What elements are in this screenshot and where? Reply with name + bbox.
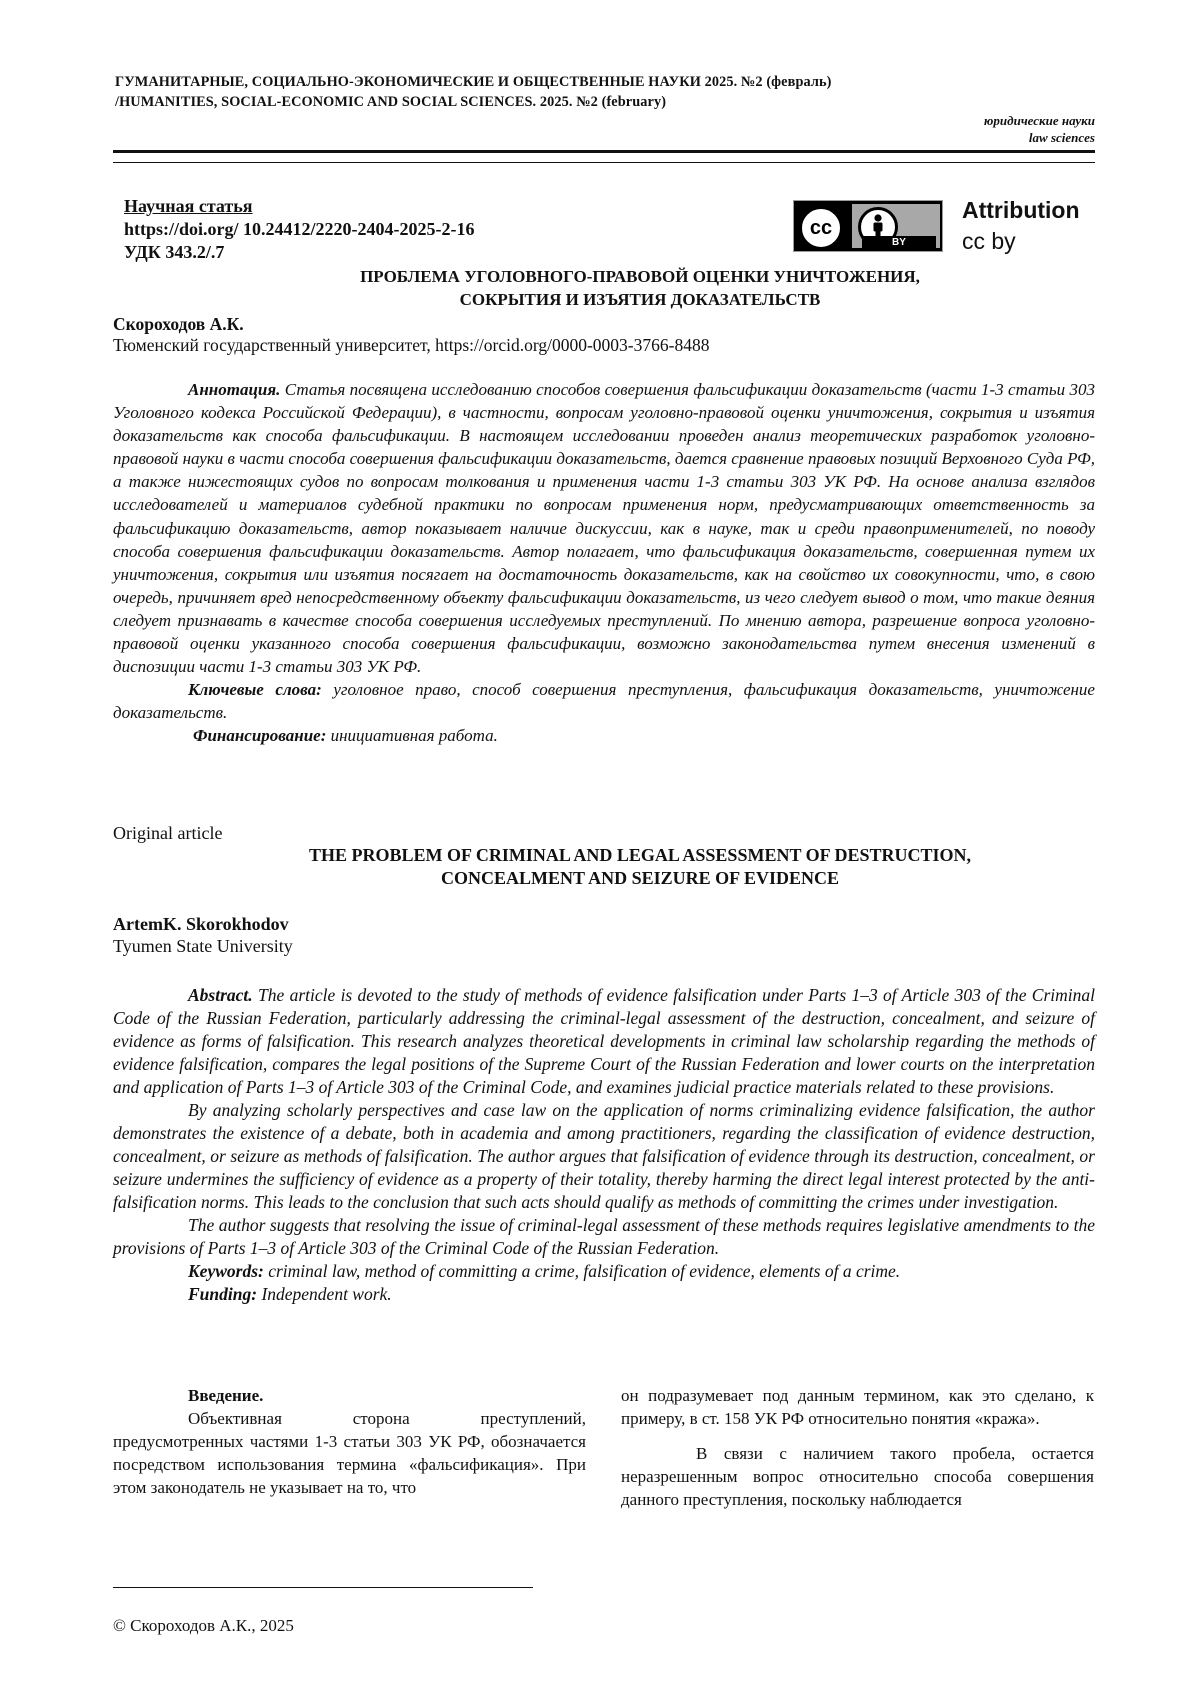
affiliation-ru: Тюменский государственный университет, https://orcid.org/0000-0003-3766-8488	[113, 335, 710, 355]
body-paragraph-1: Объективная сторона преступлений, предусмотренных частями 1-3 статьи 303 УК РФ, обозначается посредством использования термина «фальсификация». При этом законодатель не указывает на то, что	[113, 1409, 586, 1497]
section-en: law sciences	[1028, 130, 1095, 145]
funding-en-label: Funding:	[188, 1284, 258, 1304]
cc-license-badge[interactable]	[793, 200, 943, 252]
section-tag	[984, 112, 1095, 146]
abstract-en-paragraph-1	[113, 984, 1095, 1099]
affiliation-en: Tyumen State University	[113, 936, 293, 956]
abstract-ru-label: Аннотация.	[188, 380, 281, 399]
article-type: Научная статья	[124, 196, 253, 216]
keywords-ru-text: уголовное право, способ совершения преступления, фальсификация доказательств, уничтожение доказательств.	[113, 680, 1095, 723]
abstract-en-label: Abstract.	[188, 985, 253, 1005]
abstract-en-paragraph-3: The author suggests that resolving the issue of criminal-legal assessment of these methods requires legislative amendments to the provisions of Parts 1–3 of Article 303 of the Criminal Code of the Russian Federation.	[113, 1215, 1095, 1258]
title-en-line2: CONCEALMENT AND SEIZURE OF EVIDENCE	[440, 868, 840, 888]
body-paragraph-2: В связи с наличием такого пробела, остается неразрешенным вопрос относительно способа совершения данного преступления, поскольку наблюдается	[621, 1444, 1094, 1509]
keywords-en-text: criminal law, method of committing a crime, falsification of evidence, elements of a crime.	[268, 1261, 901, 1281]
body-column-right	[621, 1384, 1094, 1511]
section-ru: юридические науки	[983, 113, 1095, 128]
keywords-ru-label: Ключевые слова:	[188, 680, 322, 700]
abstract-ru-paragraph	[113, 378, 1095, 678]
article-type-en: Original article	[113, 823, 223, 843]
article-title-en	[200, 844, 1080, 890]
abstract-en-text-1: The article is devoted to the study of methods of evidence falsification under Parts 1–3 of Article 303 of the Criminal Code of the Russian Federation, particularly addressing the criminal-legal assessment of the destruction, concealment, and seizure of evidence as forms of falsification. This research analyzes theoretical developments in criminal law scholarship regarding the methods of evidence falsification, compares the legal positions of the Supreme Court of the Russian Federation and lower courts on the interpretation and application of Parts 1–3 of Article 303 of the Criminal Code, and examines judicial practice materials related to these provisions.	[113, 985, 1096, 1097]
by-label: BY	[862, 236, 936, 250]
journal-title-ru: ГУМАНИТАРНЫЕ, СОЦИАЛЬНО-ЭКОНОМИЧЕСКИЕ И ОБЩЕСТВЕННЫЕ НАУКИ 2025. №2 (февраль)	[115, 74, 832, 90]
cc-logo-icon: cc	[798, 205, 844, 251]
abstract-ru-text: Статья посвящена исследованию способов совершения фальсификации доказательств (части 1-3 статьи 303 Уголовного кодекса Российской Федерации), в частности, вопросам уголовно-правовой оценки уничтожения, сокрытия и изъятия доказательств как способа фальсификации. В настоящем исследовании проведен анализ теоретических разработок уголовно-правовой науки в части способа совершения фальсификации доказательств, дается сравнение правовых позиций Верховного Суда РФ, а также нижестоящих судов по вопросам толкования и применения части 1-3 статьи 303 УК РФ. На основе анализа взглядов исследователей и материалов судебной практики по вопросам применения норм, предусматривающих ответственность за фальсификацию доказательств, автор показывает наличие дискуссии, как в науке, так и среди правоприменителей, по поводу способа совершения фальсификации доказательств. Автор полагает, что фальсификация доказательств, совершенная путем их уничтожения, сокрытия или изъятия посягает на достаточность доказательств, как на свойство их совокупности, что, в свою очередь, причиняет вред непосредственному объекту фальсификации доказательств, из чего следует вывод о том, что такие деяния следует признавать в качестве способа совершения исследуемых преступлений. По мнению автора, разрешение вопроса уголовно-правовой оценки указанного способа совершения фальсификации, возможно законодательства путем внесения изменений в диспозиции части 1-3 статьи 303 УК РФ.	[113, 380, 1095, 677]
copyright-notice: © Скороходов А.К., 2025	[113, 1616, 294, 1635]
intro-heading: Введение.	[188, 1386, 264, 1405]
keywords-en	[113, 1260, 1095, 1283]
footnote-rule	[113, 1587, 533, 1588]
journal-header	[115, 72, 1095, 112]
journal-title-en: /HUMANITIES, SOCIAL-ECONOMIC AND SOCIAL SCIENCES. 2025. №2 (february)	[115, 94, 667, 110]
abstract-en	[113, 984, 1095, 1306]
article-meta	[124, 195, 475, 264]
body-paragraph-1-continued: он подразумевает под данным термином, как это сделано, к примеру, в ст. 158 УК РФ относительно понятия «кража».	[621, 1386, 1094, 1428]
title-ru-line2: СОКРЫТИЯ И ИЗЪЯТИЯ ДОКАЗАТЕЛЬСТВ	[459, 290, 821, 309]
keywords-en-label: Keywords:	[188, 1261, 264, 1281]
article-title-ru	[200, 265, 1080, 311]
abstract-ru	[113, 378, 1095, 748]
license-subtitle: cc by	[962, 228, 1016, 254]
title-ru-line1: ПРОБЛЕМА УГОЛОВНОГО-ПРАВОВОЙ ОЦЕНКИ УНИЧТОЖЕНИЯ,	[360, 267, 920, 286]
funding-en-text: Independent work.	[261, 1284, 392, 1304]
author-ru: Скороходов А.К.	[113, 314, 244, 334]
keywords-ru	[113, 678, 1095, 724]
header-rule-thick	[113, 150, 1095, 153]
author-en: ArtemK. Skorokhodov	[113, 914, 289, 934]
doi-link[interactable]: https://doi.org/ 10.24412/2220-2404-2025-2-16	[124, 219, 475, 239]
abstract-en-paragraph-2: By analyzing scholarly perspectives and case law on the application of norms criminalizing evidence falsification, the author demonstrates the existence of a debate, both in academia and among practitioners, regarding the classification of evidence destruction, concealment, or seizure as methods of falsification. The author argues that falsification of evidence through its destruction, concealment, or seizure undermines the sufficiency of evidence as a property of their totality, thereby harming the direct legal interest protected by the anti-falsification norms. This leads to the conclusion that such acts should qualify as methods of committing the crimes under investigation.	[113, 1100, 1095, 1212]
funding-ru	[113, 724, 1095, 747]
funding-ru-label: Финансирование:	[193, 726, 327, 746]
license-title: Attribution	[962, 197, 1080, 223]
funding-en	[113, 1283, 1095, 1306]
header-rule-thin	[113, 162, 1095, 163]
body-column-left	[113, 1384, 586, 1499]
udk-code: УДК 343.2/.7	[124, 242, 225, 262]
funding-ru-text: инициативная работа.	[330, 726, 498, 746]
title-en-line1: THE PROBLEM OF CRIMINAL AND LEGAL ASSESSMENT OF DESTRUCTION,	[309, 845, 971, 865]
